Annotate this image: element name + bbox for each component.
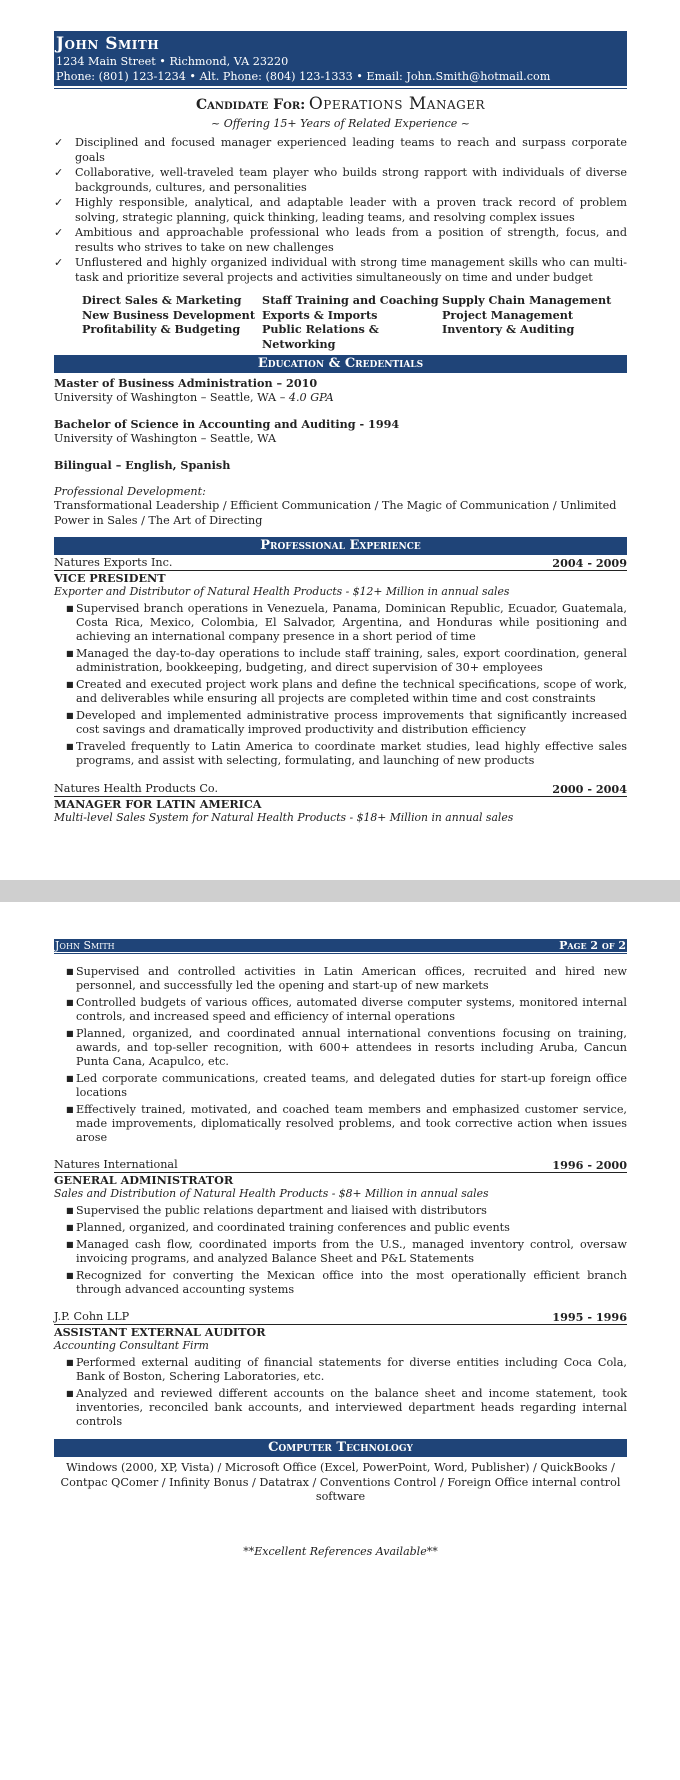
- list-item: ■ Developed and implemented administrative process improvements that significantly increased cost savings and dramatically improved productivity and distribution efficiency: [66, 709, 627, 737]
- job-title: VICE PRESIDENT: [54, 571, 166, 586]
- skill-item: Profitability & Budgeting: [82, 322, 241, 337]
- summary-item: ✓ Ambitious and approachable professional who leads from a position of strength, focus, and results who strives to take on new challenges: [54, 226, 627, 254]
- checkmark-icon: ✓: [54, 196, 64, 210]
- header-rule: [54, 88, 627, 89]
- job-years: 2000 - 2004: [552, 782, 627, 797]
- bullet-icon: ■: [66, 604, 74, 614]
- languages: Bilingual – English, Spanish: [54, 458, 231, 473]
- job-years: 2004 - 2009: [552, 556, 627, 571]
- bullet-icon: ■: [66, 1271, 74, 1280]
- job-bullets: [66, 1204, 627, 1297]
- resume-page-1: [0, 0, 680, 880]
- bullet-icon: ■: [66, 967, 74, 976]
- job-bullets-continued: [66, 965, 627, 1145]
- list-item: ■ Created and executed project work plans and define the technical specifications, scope of work, and deliverables while ensuring all projects are completed within time and cost constraints: [66, 678, 627, 706]
- job-bullets: [66, 602, 627, 768]
- contact-header: [54, 31, 627, 86]
- list-item: ■ Recognized for converting the Mexican office into the most operationally efficient branch through advanced accounting systems: [66, 1269, 627, 1296]
- job-title: ASSISTANT EXTERNAL AUDITOR: [54, 1325, 266, 1339]
- bullet-icon: ■: [66, 1223, 74, 1232]
- bullet-icon: ■: [66, 1074, 74, 1083]
- skill-item: Direct Sales & Marketing: [82, 293, 242, 308]
- list-item: ■ Traveled frequently to Latin America to coordinate market studies, lead highly effective sales programs, and assist with selecting, formulating, and launching of new products: [66, 740, 627, 768]
- page-2-content: [54, 939, 627, 1559]
- bullet-icon: ■: [66, 711, 74, 721]
- job-description: Accounting Consultant Firm: [54, 1339, 209, 1352]
- education-section: [54, 376, 627, 528]
- bullet-icon: ■: [66, 1240, 74, 1249]
- summary-item: ✓ Disciplined and focused manager experienced leading teams to reach and surpass corporate goals: [54, 136, 627, 164]
- bullet-icon: ■: [66, 1389, 74, 1398]
- checkmark-icon: ✓: [54, 226, 64, 240]
- bullet-icon: ■: [66, 1206, 74, 1215]
- list-item: ■ Supervised and controlled activities in Latin American offices, recruited and hired new personnel, and successfully led the opening and start-up of new markets: [66, 965, 627, 992]
- job-header: [54, 1158, 627, 1173]
- list-item: ■ Supervised the public relations department and liaised with distributors: [66, 1204, 487, 1217]
- job-description: Multi-level Sales System for Natural Health Products - $18+ Million in annual sales: [54, 811, 514, 825]
- checkmark-icon: ✓: [54, 256, 64, 270]
- degree-bs: Bachelor of Science in Accounting and Auditing - 1994 University of Washington – Seattle, WA: [54, 417, 400, 445]
- summary-list: [54, 136, 627, 285]
- bullet-icon: ■: [66, 742, 74, 752]
- gpa: 4.0 GPA: [288, 390, 334, 404]
- job-title: MANAGER FOR LATIN AMERICA: [54, 797, 262, 812]
- list-item: ■ Managed the day-to-day operations to include staff training, sales, export coordination, general administration, bookkeeping, budgeting, and direct supervision of 30+ employees: [66, 647, 627, 675]
- bullet-icon: ■: [66, 680, 74, 690]
- bullet-icon: ■: [66, 1358, 74, 1367]
- technology-section-header: Computer Technology: [54, 1439, 627, 1457]
- bullet-icon: ■: [66, 1105, 74, 1114]
- resume-page-2: [0, 902, 680, 1780]
- target-position: [54, 94, 627, 116]
- address-line: 1234 Main Street • Richmond, VA 23220: [56, 55, 289, 68]
- list-item: ■ Controlled budgets of various offices, automated diverse computer systems, monitored internal controls, and increased speed and efficiency of internal operations: [66, 996, 627, 1023]
- header-name: John Smith: [55, 939, 115, 952]
- experience-tagline: ~ Offering 15+ Years of Related Experience ~: [211, 117, 470, 130]
- job-entry: [54, 782, 627, 825]
- job-description: Sales and Distribution of Natural Health Products - $8+ Million in annual sales: [54, 1187, 489, 1200]
- degree-mba: Master of Business Administration – 2010 University of Washington – Seattle, WA – 4.0 GPA: [54, 376, 334, 404]
- job-years: 1995 - 1996: [552, 1310, 627, 1324]
- references-note: **Excellent References Available**: [243, 1544, 438, 1558]
- list-item: ■ Performed external auditing of financial statements for diverse entities including Coca Cola, Bank of Boston, Schering Laboratories, etc.: [66, 1356, 627, 1383]
- job-years: 1996 - 2000: [552, 1158, 627, 1172]
- list-item: ■ Effectively trained, motivated, and coached team members and emphasized customer service, made improvements, diplomatically resolved problems, and took corrective action when issues arose: [66, 1103, 627, 1144]
- skill-item: Inventory & Auditing: [442, 322, 575, 337]
- experience-section-header: Professional Experience: [54, 537, 627, 555]
- job-entry: [54, 556, 627, 768]
- skill-item: Exports & Imports: [262, 307, 378, 322]
- job-header: [54, 556, 627, 571]
- company-name: J.P. Cohn LLP: [54, 1310, 130, 1323]
- contact-line: Phone: (801) 123-1234 • Alt. Phone: (804) 123-1333 • Email: John.Smith@hotmail.com: [56, 70, 551, 83]
- bullet-icon: ■: [66, 1029, 74, 1038]
- job-description: Exporter and Distributor of Natural Health Products - $12+ Million in annual sales: [54, 585, 510, 599]
- list-item: ■ Planned, organized, and coordinated training conferences and public events: [66, 1221, 510, 1234]
- company-name: Natures International: [54, 1158, 178, 1171]
- education-section-header: Education & Credentials: [54, 355, 627, 373]
- bullet-icon: ■: [66, 998, 74, 1007]
- job-header: [54, 1310, 627, 1325]
- job-entry: [54, 1158, 627, 1297]
- skill-item: Staff Training and Coaching: [262, 293, 439, 308]
- page-break: [0, 880, 680, 902]
- page-2-header: [54, 939, 627, 953]
- list-item: ■ Planned, organized, and coordinated annual international conventions focusing on training, awards, and top-seller recognition, with 600+ attendees in resorts including Aruba, Cancun Punta Cana, Acapulco, etc.: [66, 1027, 627, 1068]
- job-entry: [54, 1310, 627, 1429]
- page-1-content: [54, 31, 627, 825]
- technology-list: Windows (2000, XP, Vista) / Microsoft Office (Excel, PowerPoint, Word, Publisher) / QuickBooks / Contpac QComer / Infinity Bonus / Datatrax / Conventions Control / Foreign Office internal control software: [60, 1461, 621, 1503]
- page-number: Page 2 of 2: [559, 939, 626, 952]
- list-item: ■ Managed cash flow, coordinated imports from the U.S., managed inventory control, oversaw invoicing programs, and analyzed Balance Sheet and P&L Statements: [66, 1238, 627, 1265]
- checkmark-icon: ✓: [54, 166, 64, 180]
- summary-item: ✓ Collaborative, well-traveled team player who builds strong rapport with individuals of diverse backgrounds, cultures, and personalities: [54, 166, 627, 194]
- job-header: [54, 782, 627, 797]
- summary-item: ✓ Unflustered and highly organized individual with strong time management skills who can multi-task and prioritize several projects and activities simultaneously on time and under budget: [54, 256, 627, 284]
- target-role: Operations Manager: [308, 94, 486, 114]
- list-item: ■ Supervised branch operations in Venezuela, Panama, Dominican Republic, Ecuador, Guatemala, Costa Rica, Mexico, Colombia, El Salvador, Argentina, and Honduras while positioning and achieving an international company presence in a short period of time: [66, 602, 627, 644]
- skill-item: Project Management: [442, 307, 574, 322]
- job-bullets: [66, 1356, 627, 1429]
- summary-item: ✓ Highly responsible, analytical, and adaptable leader with a proven track record of problem solving, strategic planning, quick thinking, leading teams, and resolving complex issues: [54, 196, 627, 224]
- list-item: ■ Analyzed and reviewed different accounts on the balance sheet and income statement, took inventories, reconciled bank accounts, and interviewed department heads regarding internal controls: [66, 1387, 627, 1428]
- professional-development: Professional Development: Transformational Leadership / Efficient Communication / The Magic of Communication / Unlimited Power in Sales / The Art of Directing: [54, 484, 617, 527]
- target-prefix: Candidate For:: [195, 97, 306, 113]
- company-name: Natures Health Products Co.: [54, 782, 218, 796]
- skill-item: Supply Chain Management: [442, 293, 612, 308]
- skill-item: Public Relations & Networking: [262, 322, 379, 351]
- candidate-name: John Smith: [56, 34, 160, 54]
- core-skills-grid: [82, 293, 627, 351]
- company-name: Natures Exports Inc.: [54, 556, 173, 570]
- bullet-icon: ■: [66, 649, 74, 659]
- list-item: ■ Led corporate communications, created teams, and delegated duties for start-up foreign office locations: [66, 1072, 627, 1099]
- checkmark-icon: ✓: [54, 136, 64, 150]
- skill-item: New Business Development: [82, 307, 255, 322]
- job-title: GENERAL ADMINISTRATOR: [54, 1173, 234, 1187]
